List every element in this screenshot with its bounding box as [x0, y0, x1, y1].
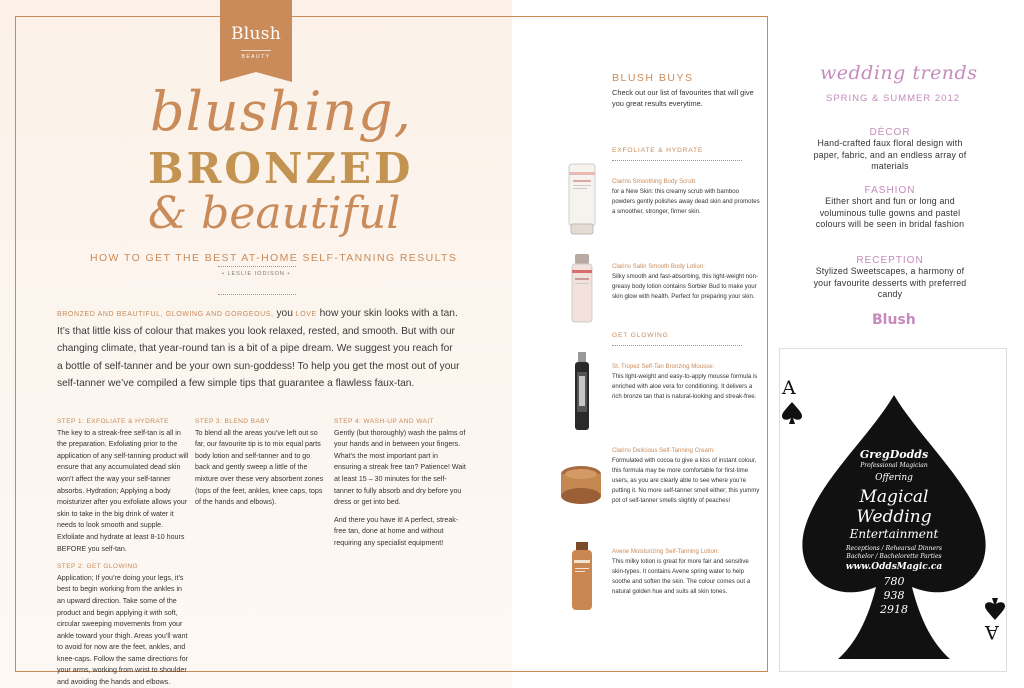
- buys-title: BLUSH BUYS: [612, 72, 694, 84]
- step-2-title: STEP 2: GET GLOWING: [57, 563, 139, 571]
- trend-reception-text: Stylized Sweetscapes, a harmony of your favourite desserts with preferred candy: [813, 266, 967, 300]
- product-5-name: Avene Moisturizing Self-Tanning Lotion:: [612, 548, 719, 555]
- product-5-image: [567, 540, 597, 614]
- product-2: [612, 262, 762, 302]
- card-text-5: Wedding: [856, 507, 932, 527]
- product-2-image: [567, 252, 597, 324]
- step-3-title: STEP 3: BLEND BABY: [195, 418, 270, 425]
- body-column-2-content: [195, 416, 327, 515]
- product-1-name: Clarins Smoothing Body Scrub:: [612, 178, 697, 185]
- product-5: [612, 547, 762, 597]
- product-2-desc: Silky smooth and fast-absorbing, this light-weight non-greasy body lotion contains Sorbier Bud to make your skin glow with health. Perfect for preparing your skin.: [612, 273, 758, 301]
- product-3-name: St. Tropez Self-Tan Bronzing Mousse:: [612, 363, 715, 370]
- product-4-image: [556, 460, 606, 510]
- card-text-4: Magical: [859, 487, 929, 507]
- card-text-3: Offering: [875, 473, 913, 483]
- product-1: [612, 177, 762, 217]
- lede-text: how your skin looks with a tan. It’s that little kiss of colour that makes you look relaxed, rested, and smooth. But with our changing climate, that year-round tan is a bit of a pipe dream. We suggest you reach for a bottle of self-tanner and be your own sun-goddess! To help you get the most out of your self-tanner we’ve compiled a few simple tips that guarantee a flawless faux-tan.: [57, 308, 460, 389]
- trend-decor-text: Hand-crafted faux floral design with paper, fabric, and an endless array of materials: [813, 138, 967, 172]
- step-1-text: The key to a streak-free self-tan is all in the preparation. Exfoliating prior to the application of any self-tanning product will ensure that any accumulated dead skin won’t affect the way your self-tanner absorbs. Hydration; Applying a body moisturizer after you exfoliate allows your skin to take in the big drink of water it needs to look smooth and supple. Exfoliate and hydrate at least 8-10 hours BEFORE you self-tan.: [57, 428, 189, 553]
- step-1-title: STEP 1: EXFOLIATE & HYDRATE: [57, 418, 169, 425]
- product-4: [612, 446, 762, 507]
- product-4-desc: Formulated with cocoa to give a kiss of instant colour, this formula may be more comfortable for first-time users, as you are clearly able to see where you’re putting it. No more self-tanner smell either; this yummy pot of self-tanner smells slightly of peaches!: [612, 457, 760, 505]
- card-text-11: 938: [883, 589, 905, 602]
- lede-love: LOVE: [295, 311, 317, 318]
- divider: [612, 345, 742, 346]
- card-text-1: GregDodds: [859, 448, 929, 461]
- trend-fashion-heading: FASHION: [864, 185, 916, 196]
- card-text-2: Professional Magician: [860, 462, 928, 469]
- title-line-3: & beautiful: [148, 188, 401, 239]
- product-1-image: [565, 162, 599, 236]
- trend-reception: [810, 255, 970, 301]
- category-glowing: GET GLOWING: [612, 332, 669, 339]
- wedding-trends-title: wedding trends: [820, 62, 978, 84]
- lede-paragraph: [57, 305, 460, 392]
- tab-section-label: BEAUTY: [241, 50, 270, 60]
- divider: [612, 160, 742, 161]
- product-2-name: Clarins Satin Smooth Body Lotion:: [612, 263, 705, 270]
- tab-brand: Blush: [230, 24, 282, 44]
- lede-caps: BRONZED AND BEAUTIFUL, GLOWING AND GORGEOUS,: [57, 311, 274, 318]
- card-rank-bottom: A: [985, 621, 999, 643]
- product-3: [612, 362, 762, 402]
- card-text-9: www.OddsMagic.ca: [845, 562, 943, 572]
- step-4-text: Gently (but thoroughly) wash the palms of your hands and in between your fingers. What’s the most important part in ensuring a streak free tan? Patience! Wait at least 15 – 30 minutes for the self-tanner to fully absorb and dry before you dress or get into bed.: [334, 428, 466, 507]
- section-tab: [220, 0, 292, 72]
- sidebar-brand-logo: Blush: [872, 312, 916, 328]
- author-byline: • LESLIE IODISON •: [222, 271, 291, 277]
- trend-decor-heading: DÉCOR: [869, 127, 911, 138]
- trend-reception-heading: RECEPTION: [856, 255, 924, 266]
- ace-of-spades-ad: [779, 348, 1007, 672]
- divider: [218, 294, 296, 295]
- product-5-desc: This milky lotion is great for more fair and sensitive skin-types. It contains Avene spring water to help soothe and soften the skin. The colour comes out a natural golden hue and suits all skin tones.: [612, 558, 751, 596]
- card-text-8: Bachelor / Bachelorette Parties: [846, 553, 942, 560]
- step-2-text: Application; If you’re doing your legs, it’s best to begin working from the ankles in an upward direction. Take some of the product and begin applying it with soft, circular sweeping movements from your ankle toward your thigh. Areas you’ll want to avoid for now are the feet, ankles, and knee-caps. Follow the same directions for your arms, working from wrist to shoulder and avoiding the hands and elbows.: [57, 573, 188, 687]
- body-column-3-content: [334, 416, 466, 556]
- trend-decor: [810, 127, 970, 173]
- divider: [218, 266, 296, 267]
- lede-you: you: [276, 308, 293, 319]
- card-text-6: Entertainment: [849, 527, 939, 541]
- article-subhead: HOW TO GET THE BEST AT-HOME SELF-TANNING RESULTS: [90, 252, 458, 264]
- step-3-text: To blend all the areas you’ve left out so far, our favourite tip is to mix equal parts body lotion and self-tanner and to go back and gently sweep a little of the mixture over these very absorbent zones (tops of the feet, ankles, knee caps, tops of the hands and elbows).: [195, 428, 324, 507]
- product-4-name: Clarins Delicious Self-Tanning Cream:: [612, 447, 715, 454]
- closing-text: And there you have it! A perfect, streak-free tan, done at home and without requiring any specialist equipment!: [334, 515, 459, 547]
- step-4-title: STEP 4: WASH-UP AND WAIT: [334, 418, 435, 425]
- buys-intro: Check out our list of favourites that will give you great results everytime.: [612, 88, 754, 108]
- card-text-12: 2918: [880, 603, 908, 616]
- wedding-trends-season: SPRING & SUMMER 2012: [826, 93, 961, 104]
- body-column-1: [57, 416, 189, 688]
- product-3-image: [571, 350, 593, 432]
- trend-fashion: [810, 185, 970, 231]
- trend-fashion-text: Either short and fun or long and voluminous tulle gowns and pastel colours will be seen in bridal fashion: [815, 196, 965, 230]
- title-line-1: blushing,: [150, 80, 412, 143]
- card-text-10: 780: [883, 575, 905, 588]
- product-3-desc: This light-weight and easy-to-apply mousse formula is enriched with aloe vera for conditioning. It delivers a rich bronze tan that is natural-looking and streak-free.: [612, 373, 758, 401]
- title-line-2: BRONZED: [148, 144, 414, 193]
- product-1-desc: for a New Skin: this creamy scrub with bamboo powders gently polishes away dead skin and promotes a smoother, stronger, firmer skin.: [612, 188, 760, 216]
- card-text-7: Receptions / Rehearsal Dinners: [846, 545, 942, 552]
- category-exfoliate: EXFOLIATE & HYDRATE: [612, 147, 704, 154]
- card-rank-top: A: [782, 377, 796, 399]
